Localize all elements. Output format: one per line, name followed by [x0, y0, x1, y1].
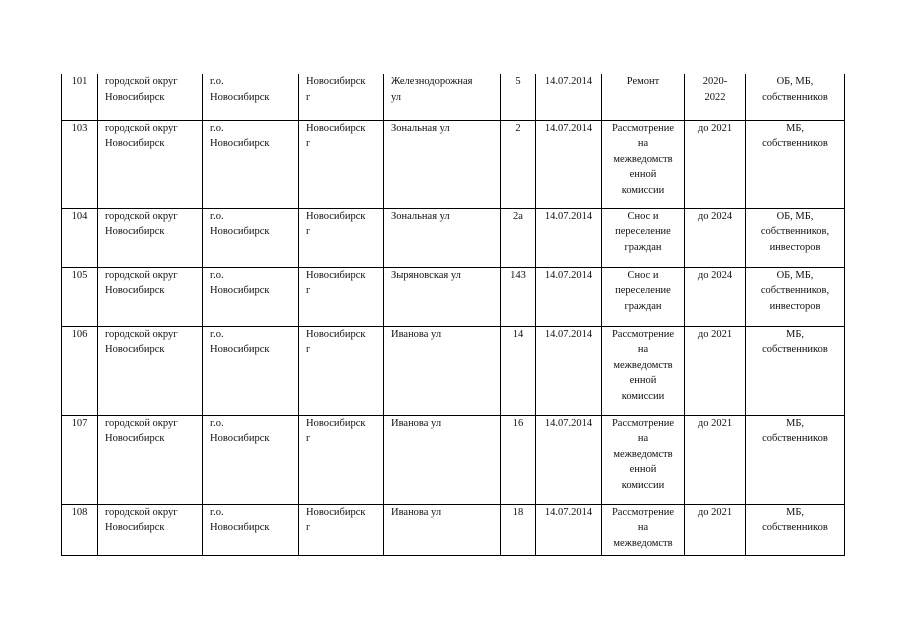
street: Зональная ул [384, 120, 501, 208]
action: Рассмотрение на межведомств енной комиссии [602, 326, 685, 415]
deadline: до 2024 [685, 267, 746, 326]
municipal-district: городской округ Новосибирск [98, 504, 203, 555]
row-number: 106 [62, 326, 98, 415]
funding-source: ОБ, МБ, собственников, инвесторов [746, 208, 845, 267]
housing-table [61, 74, 845, 556]
action: Снос и переселение граждан [602, 208, 685, 267]
house-number: 18 [501, 504, 536, 555]
street: Зональная ул [384, 208, 501, 267]
date: 14.07.2014 [536, 415, 602, 504]
house-number: 2 [501, 120, 536, 208]
date: 14.07.2014 [536, 326, 602, 415]
deadline: до 2021 [685, 415, 746, 504]
house-number: 16 [501, 415, 536, 504]
settlement: Новосибирск г [299, 208, 384, 267]
municipal-district: городской округ Новосибирск [98, 326, 203, 415]
street: Зыряновская ул [384, 267, 501, 326]
action: Снос и переселение граждан [602, 267, 685, 326]
settlement: Новосибирск г [299, 326, 384, 415]
funding-source: МБ, собственников [746, 326, 845, 415]
table-row [62, 326, 845, 415]
row-number: 101 [62, 74, 98, 120]
street: Иванова ул [384, 326, 501, 415]
deadline: до 2021 [685, 326, 746, 415]
date: 14.07.2014 [536, 504, 602, 555]
deadline: до 2024 [685, 208, 746, 267]
municipal-district: городской округ Новосибирск [98, 267, 203, 326]
funding-source: ОБ, МБ, собственников, инвесторов [746, 267, 845, 326]
settlement: Новосибирск г [299, 267, 384, 326]
municipal-district: городской округ Новосибирск [98, 208, 203, 267]
house-number: 2а [501, 208, 536, 267]
table-row [62, 504, 845, 555]
settlement: Новосибирск г [299, 415, 384, 504]
funding-source: МБ, собственников [746, 415, 845, 504]
settlement: Новосибирск г [299, 74, 384, 120]
street: Иванова ул [384, 415, 501, 504]
municipal-unit: г.о. Новосибирск [203, 326, 299, 415]
house-number: 5 [501, 74, 536, 120]
municipal-unit: г.о. Новосибирск [203, 415, 299, 504]
municipal-unit: г.о. Новосибирск [203, 120, 299, 208]
table-row [62, 120, 845, 208]
deadline: до 2021 [685, 120, 746, 208]
date: 14.07.2014 [536, 74, 602, 120]
funding-source: ОБ, МБ, собственников [746, 74, 845, 120]
municipal-district: городской округ Новосибирск [98, 120, 203, 208]
row-number: 105 [62, 267, 98, 326]
date: 14.07.2014 [536, 208, 602, 267]
house-number: 143 [501, 267, 536, 326]
street: Иванова ул [384, 504, 501, 555]
action: Рассмотрение на межведомств [602, 504, 685, 555]
municipal-unit: г.о. Новосибирск [203, 504, 299, 555]
table-row [62, 267, 845, 326]
table-row [62, 208, 845, 267]
date: 14.07.2014 [536, 120, 602, 208]
house-number: 14 [501, 326, 536, 415]
deadline: до 2021 [685, 504, 746, 555]
deadline: 2020- 2022 [685, 74, 746, 120]
funding-source: МБ, собственников [746, 504, 845, 555]
row-number: 108 [62, 504, 98, 555]
funding-source: МБ, собственников [746, 120, 845, 208]
street: Железнодорожная ул [384, 74, 501, 120]
municipal-unit: г.о. Новосибирск [203, 208, 299, 267]
settlement: Новосибирск г [299, 504, 384, 555]
date: 14.07.2014 [536, 267, 602, 326]
table-row [62, 74, 845, 120]
action: Рассмотрение на межведомств енной комиссии [602, 415, 685, 504]
action: Рассмотрение на межведомств енной комиссии [602, 120, 685, 208]
row-number: 104 [62, 208, 98, 267]
row-number: 107 [62, 415, 98, 504]
row-number: 103 [62, 120, 98, 208]
action: Ремонт [602, 74, 685, 120]
table-row [62, 415, 845, 504]
municipal-district: городской округ Новосибирск [98, 74, 203, 120]
municipal-unit: г.о. Новосибирск [203, 74, 299, 120]
settlement: Новосибирск г [299, 120, 384, 208]
municipal-unit: г.о. Новосибирск [203, 267, 299, 326]
municipal-district: городской округ Новосибирск [98, 415, 203, 504]
